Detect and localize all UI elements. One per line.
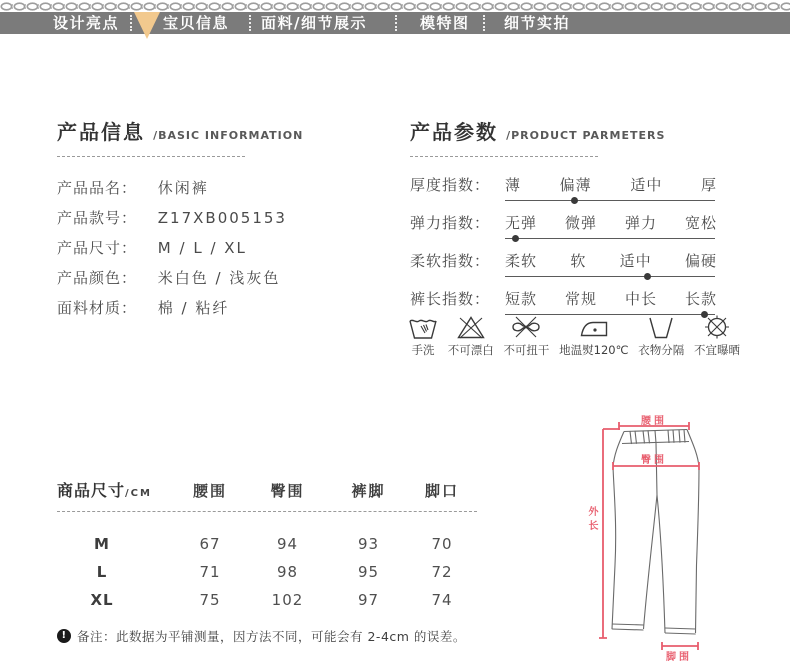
info-value: 棉 / 粘纤	[157, 299, 230, 317]
param-option: 无弹	[505, 214, 538, 232]
pants-outline-drawing	[583, 400, 783, 657]
info-label: 面料材质：	[57, 299, 138, 317]
size-table-unit: /CM	[125, 488, 152, 499]
dashed-divider	[410, 156, 598, 157]
section-subtitle: /BASIC INFORMATION	[153, 129, 304, 142]
care-label: 不可扭干	[503, 343, 550, 357]
basic-info-section	[57, 116, 392, 323]
param-option: 宽松	[684, 214, 717, 232]
param-scale-line	[505, 238, 715, 239]
param-option: 软	[570, 252, 587, 270]
tab-divider	[483, 15, 485, 31]
info-row-sizes	[57, 233, 392, 263]
size-table-section	[57, 478, 477, 614]
param-option: 偏硬	[684, 252, 717, 270]
tab-model-photos[interactable]: 模特图	[420, 14, 470, 32]
hand-wash-icon	[408, 314, 438, 340]
outer-length-label: 外长	[586, 506, 597, 534]
section-title: 产品信息	[57, 120, 145, 144]
note-text: 备注：此数据为平铺测量，因方法不同，可能会有 2-4cm 的误差。	[77, 629, 466, 644]
param-row-thickness	[410, 173, 745, 197]
param-selected-dot	[571, 197, 578, 204]
exclamation-circle-icon: !	[57, 629, 71, 643]
param-option: 适中	[619, 252, 652, 270]
param-scale-line	[505, 276, 715, 277]
param-option: 中长	[624, 290, 657, 308]
param-selected-dot	[512, 235, 519, 242]
size-table-title-text: 商品尺寸	[57, 481, 126, 500]
tab-design-highlights[interactable]: 设计亮点	[53, 14, 120, 32]
info-row-material	[57, 293, 392, 323]
care-label: 地温熨120℃	[559, 343, 629, 357]
care-instructions	[408, 314, 740, 358]
col-header-pant-leg: 裤脚	[351, 482, 386, 500]
tab-fabric-details[interactable]: 面料/细节展示	[261, 14, 367, 32]
section-title: 产品参数	[410, 120, 498, 144]
care-item	[638, 314, 684, 358]
info-label: 产品颜色：	[57, 269, 138, 287]
care-label: 不可漂白	[447, 343, 494, 357]
value-cell: 74	[431, 591, 453, 609]
dashed-divider	[57, 156, 245, 157]
section-header	[57, 116, 392, 145]
param-option: 厚	[700, 176, 717, 194]
value-cell: 72	[431, 563, 453, 581]
info-label: 产品品名：	[57, 179, 138, 197]
param-label: 裤长指数：	[410, 290, 491, 308]
table-row-xl	[57, 586, 477, 614]
size-cell: XL	[90, 591, 114, 609]
info-label: 产品款号：	[57, 209, 138, 227]
active-tab-pointer-icon	[134, 12, 160, 39]
param-option: 长款	[684, 290, 717, 308]
param-option: 适中	[630, 176, 663, 194]
value-cell: 71	[199, 563, 221, 581]
param-label: 弹力指数：	[410, 214, 491, 232]
care-item	[503, 314, 549, 358]
param-option: 微弹	[564, 214, 597, 232]
section-header	[410, 116, 745, 145]
info-label: 产品尺寸：	[57, 239, 138, 257]
value-cell: 70	[431, 535, 453, 553]
table-row-m	[57, 530, 477, 558]
separate-wash-icon	[646, 314, 676, 340]
care-item	[448, 314, 494, 358]
top-navbar	[0, 12, 790, 34]
no-sun-exposure-icon	[702, 314, 732, 340]
param-row-pant-length	[410, 287, 745, 311]
value-cell: 97	[357, 591, 380, 609]
info-row-style-number	[57, 203, 392, 233]
value-cell: 98	[276, 563, 299, 581]
param-option: 偏薄	[559, 176, 592, 194]
care-item	[408, 314, 438, 358]
hip-label: 臀围	[641, 455, 667, 466]
care-item	[559, 314, 628, 358]
col-header-leg-opening: 脚口	[424, 482, 459, 500]
param-row-softness	[410, 249, 745, 273]
info-row-colors	[57, 263, 392, 293]
section-subtitle: /PRODUCT PARMETERS	[506, 129, 666, 142]
size-cell: L	[96, 563, 108, 581]
tab-divider	[130, 15, 132, 31]
value-cell: 75	[199, 591, 221, 609]
care-label: 衣物分隔	[638, 343, 685, 357]
leg-opening-label: 脚围	[666, 652, 692, 663]
param-option: 薄	[505, 176, 522, 194]
col-header-waist: 腰围	[192, 482, 227, 500]
tab-divider	[249, 15, 251, 31]
value-cell: 102	[271, 591, 304, 609]
value-cell: 93	[357, 535, 380, 553]
low-temp-iron-icon	[579, 314, 609, 340]
value-cell: 95	[357, 563, 380, 581]
product-params-section	[410, 116, 745, 325]
size-table-title	[57, 478, 175, 501]
no-bleach-icon	[456, 314, 486, 340]
no-wring-icon	[509, 314, 543, 340]
care-label: 不宜曝晒	[693, 343, 740, 357]
tab-product-info[interactable]: 宝贝信息	[163, 14, 230, 32]
param-selected-dot	[644, 273, 651, 280]
dashed-divider	[57, 511, 477, 512]
care-label: 手洗	[411, 343, 435, 357]
info-value: 米白色 / 浅灰色	[157, 269, 281, 287]
measurement-note	[57, 627, 466, 645]
param-label: 柔软指数：	[410, 252, 491, 270]
size-cell: M	[94, 535, 110, 553]
tab-divider	[395, 15, 397, 31]
param-scale-line	[505, 200, 715, 201]
info-value: Z17XB005153	[157, 209, 287, 227]
size-table-header	[57, 478, 477, 501]
pants-measurement-diagram	[583, 400, 783, 663]
info-value: M / L / XL	[157, 239, 247, 257]
table-row-l	[57, 558, 477, 586]
param-option: 弹力	[624, 214, 657, 232]
info-row-product-name	[57, 173, 392, 203]
value-cell: 67	[199, 535, 221, 553]
param-option: 常规	[564, 290, 597, 308]
chain-border-pattern	[0, 2, 790, 11]
param-row-elasticity	[410, 211, 745, 235]
tab-detail-shots[interactable]: 细节实拍	[504, 14, 571, 32]
value-cell: 94	[276, 535, 299, 553]
param-option: 柔软	[505, 252, 538, 270]
col-header-hip: 臀围	[270, 482, 305, 500]
param-option: 短款	[505, 290, 538, 308]
info-value: 休闲裤	[157, 179, 209, 197]
care-item	[694, 314, 740, 358]
waist-label: 腰围	[641, 416, 667, 427]
param-label: 厚度指数：	[410, 176, 491, 194]
